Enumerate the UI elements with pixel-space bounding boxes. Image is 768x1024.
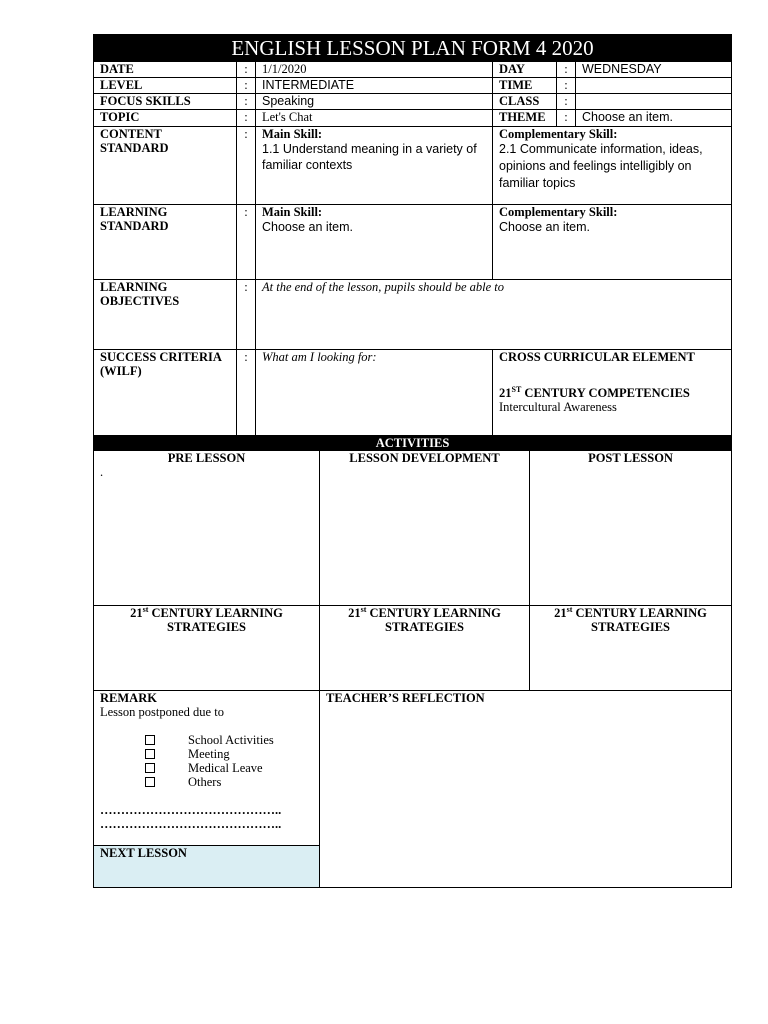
complementary-skill-dropdown[interactable]: Choose an item. (499, 220, 591, 234)
pre-lesson-label: PRE LESSON (167, 451, 246, 465)
success-criteria-label: SUCCESS CRITERIA (WILF) (94, 350, 237, 436)
teacher-reflection-cell[interactable] (320, 691, 732, 888)
colon: : (237, 205, 256, 280)
dotted-line[interactable]: …………………………………….. (100, 803, 282, 817)
complementary-skill-label: Complementary Skill: (499, 127, 618, 141)
focus-skills-value[interactable]: Speaking (256, 94, 493, 110)
colon: : (237, 110, 256, 127)
competencies-value: Intercultural Awareness (499, 400, 617, 414)
lesson-development-cell[interactable] (320, 451, 530, 606)
theme-dropdown[interactable]: Choose an item. (576, 110, 732, 127)
theme-label: THEME (493, 110, 557, 127)
complementary-skill-value: 2.1 Communicate information, ideas, opinions and feelings intelligibly on familiar topics (499, 142, 703, 190)
checkbox-icon[interactable] (145, 777, 155, 787)
colon: : (557, 78, 576, 94)
teacher-reflection-label: TEACHER’S REFLECTION (326, 691, 485, 705)
standards-table (93, 126, 732, 436)
content-standard-label: CONTENT STANDARD (94, 127, 237, 205)
remark-text: Lesson postponed due to (100, 705, 224, 719)
activities-table (93, 435, 732, 691)
checkbox-icon[interactable] (145, 763, 155, 773)
lesson-development-label: LESSON DEVELOPMENT (349, 451, 500, 465)
content-main-skill[interactable] (256, 127, 493, 205)
checkbox-option[interactable]: Others (145, 775, 313, 789)
strategies-label: 21st CENTURY LEARNING STRATEGIES (554, 604, 707, 634)
pre-lesson-note: . (100, 465, 104, 479)
checkbox-icon[interactable] (145, 749, 155, 759)
cross-curricular-label: CROSS CURRICULAR ELEMENT (499, 350, 695, 364)
dotted-line[interactable]: …………………………………….. (100, 817, 282, 831)
colon: : (237, 280, 256, 350)
success-criteria-text[interactable]: What am I looking for: (256, 350, 493, 436)
strategies-cell[interactable] (530, 606, 732, 691)
strategies-label: 21st CENTURY LEARNING STRATEGIES (348, 604, 501, 634)
colon: : (237, 350, 256, 436)
strategies-cell[interactable] (320, 606, 530, 691)
remark-label: REMARK (100, 691, 157, 705)
day-label: DAY (493, 62, 557, 78)
cross-curricular-cell[interactable] (493, 350, 732, 436)
checkbox-option[interactable]: School Activities (145, 733, 313, 747)
date-value[interactable]: 1/1/2020 (256, 62, 493, 78)
checkbox-option[interactable]: Meeting (145, 747, 313, 761)
pre-lesson-cell[interactable] (94, 451, 320, 606)
colon: : (237, 62, 256, 78)
lesson-plan-form (93, 34, 731, 889)
class-label: CLASS (493, 94, 557, 110)
learning-objectives-label: LEARNING OBJECTIVES (94, 280, 237, 350)
header-table (93, 34, 732, 127)
checkbox-option[interactable]: Medical Leave (145, 761, 313, 775)
main-skill-dropdown[interactable]: Choose an item. (262, 220, 354, 234)
main-skill-label: Main Skill: (262, 127, 323, 141)
post-lesson-cell[interactable] (530, 451, 732, 606)
level-value[interactable]: INTERMEDIATE (256, 78, 493, 94)
strategies-cell[interactable] (94, 606, 320, 691)
learning-standard-label: LEARNING STANDARD (94, 205, 237, 280)
colon: : (557, 110, 576, 127)
strategies-label: 21st CENTURY LEARNING STRATEGIES (130, 604, 283, 634)
remark-table (93, 690, 732, 888)
level-label: LEVEL (94, 78, 237, 94)
main-skill-label: Main Skill: (262, 205, 323, 219)
content-complementary-skill[interactable] (493, 127, 732, 205)
learning-complementary-skill[interactable] (493, 205, 732, 280)
time-value[interactable] (576, 78, 732, 94)
class-value[interactable] (576, 94, 732, 110)
page-title: ENGLISH LESSON PLAN FORM 4 2020 (94, 35, 732, 62)
main-skill-value: 1.1 Understand meaning in a variety of familiar contexts (262, 142, 477, 172)
colon: : (237, 127, 256, 205)
remark-cell[interactable] (94, 691, 320, 846)
focus-skills-label: FOCUS SKILLS (94, 94, 237, 110)
colon: : (557, 62, 576, 78)
checkbox-icon[interactable] (145, 735, 155, 745)
learning-objectives-text[interactable]: At the end of the lesson, pupils should be able to (256, 280, 732, 350)
activities-bar: ACTIVITIES (94, 436, 732, 451)
competencies-label: 21ST CENTURY COMPETENCIES (499, 384, 690, 400)
day-value[interactable]: WEDNESDAY (576, 62, 732, 78)
time-label: TIME (493, 78, 557, 94)
colon: : (237, 78, 256, 94)
colon: : (237, 94, 256, 110)
topic-value[interactable]: Let's Chat (256, 110, 493, 127)
colon: : (557, 94, 576, 110)
date-label: DATE (94, 62, 237, 78)
complementary-skill-label: Complementary Skill: (499, 205, 618, 219)
post-lesson-label: POST LESSON (588, 451, 673, 465)
topic-label: TOPIC (94, 110, 237, 127)
next-lesson-cell[interactable]: NEXT LESSON (94, 846, 320, 888)
learning-main-skill[interactable] (256, 205, 493, 280)
